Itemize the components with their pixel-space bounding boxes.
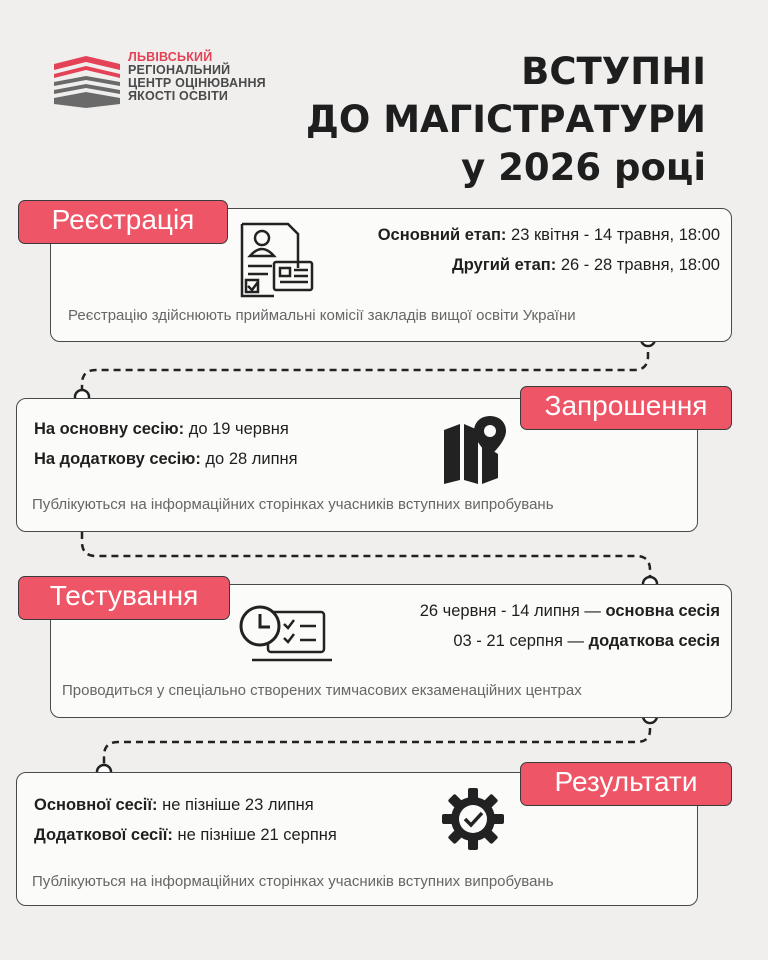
logo-text: [128, 51, 266, 103]
title-line-1: ВСТУПНІ: [521, 50, 706, 93]
invitation-line-2-label: На додаткову сесію:: [34, 450, 201, 468]
logo-book-icon: [52, 52, 122, 110]
results-line-2: [34, 826, 337, 845]
registration-line-2-label: Другий етап:: [452, 256, 557, 274]
title-line-2: ДО МАГІСТРАТУРИ: [305, 98, 706, 141]
registration-note: Реєстрацію здійснюють приймальні комісії закладів вищої освіти України: [68, 307, 576, 324]
logo-line-4: ЯКОСТІ ОСВІТИ: [128, 89, 229, 103]
registration-tag: Реєстрація: [18, 200, 228, 244]
map-pin-icon: [440, 414, 506, 484]
registration-line-2: [452, 256, 720, 275]
results-line-2-value: не пізніше 21 серпня: [172, 826, 337, 844]
gear-check-icon: [440, 786, 506, 852]
logo-line-2: РЕГІОНАЛЬНИЙ: [128, 63, 231, 77]
results-line-1-label: Основної сесії:: [34, 796, 158, 814]
results-tag: Результати: [520, 762, 732, 806]
title-line-3: у 2026 році: [461, 146, 706, 189]
logo: [52, 52, 122, 110]
registration-line-1-value: 23 квітня - 14 травня, 18:00: [506, 226, 720, 244]
registration-line-1: [378, 226, 720, 245]
invitation-tag: Запрошення: [520, 386, 732, 430]
registration-line-1-label: Основний етап:: [377, 226, 507, 244]
results-line-1-value: не пізніше 23 липня: [157, 796, 314, 814]
clock-laptop-icon: [238, 602, 334, 666]
invitation-note: Публікуються на інформаційних сторінках учасників вступних випробувань: [32, 496, 554, 513]
invitation-line-2-value: до 28 липня: [200, 450, 298, 468]
registration-line-2-value: 26 - 28 травня, 18:00: [556, 256, 720, 274]
testing-tag: Тестування: [18, 576, 230, 620]
results-line-1: [34, 796, 314, 815]
invitation-line-1-value: до 19 червня: [184, 420, 289, 438]
invitation-line-1-label: На основну сесію:: [34, 420, 185, 438]
results-note: Публікуються на інформаційних сторінках учасників вступних випробувань: [32, 873, 554, 890]
id-card-icon: [238, 222, 314, 298]
logo-line-1: ЛЬВІВСЬКИЙ: [128, 50, 213, 64]
testing-line-1-value: 26 червня - 14 липня —: [419, 602, 606, 620]
testing-line-1: [420, 602, 720, 621]
page-title: [306, 48, 706, 192]
logo-line-3: ЦЕНТР ОЦІНЮВАННЯ: [128, 76, 266, 90]
invitation-line-1: [34, 420, 289, 439]
testing-line-2-label: додаткова сесія: [588, 632, 720, 650]
testing-line-1-label: основна сесія: [605, 602, 720, 620]
invitation-line-2: [34, 450, 298, 469]
testing-line-2: [453, 632, 720, 651]
results-line-2-label: Додаткової сесії:: [34, 826, 173, 844]
testing-line-2-value: 03 - 21 серпня —: [453, 632, 589, 650]
testing-note: Проводиться у спеціально створених тимчасових екзаменаційних центрах: [62, 682, 582, 699]
